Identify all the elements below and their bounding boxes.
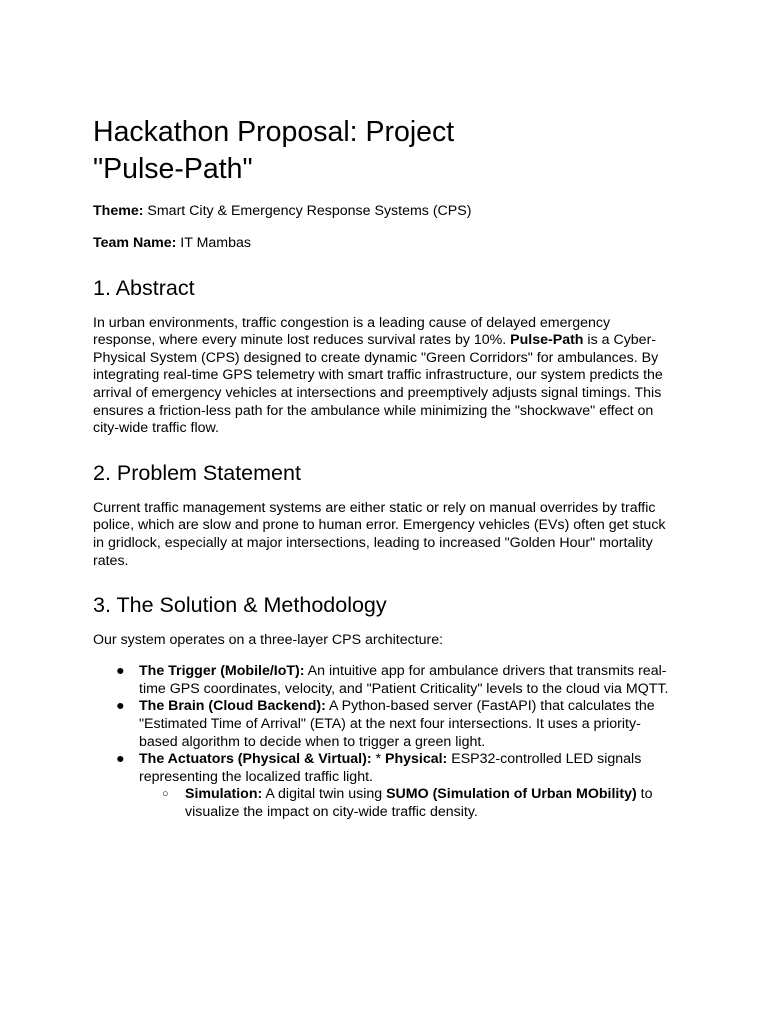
abstract-text-a: In urban environments, traffic congestion is a leading cause of delayed emergency response, where every minute lost reduces survival rates by 10%. [93,314,611,349]
theme-line [93,203,673,221]
title-line-1: Hackathon Proposal: Project [93,116,455,148]
item-text: ESP32-controlled LED signals representing the localized traffic light. [139,751,642,785]
sub-item-text-a: A digital twin using [262,786,387,803]
abstract-bold: Pulse-Path [510,332,584,349]
document-page [93,114,673,822]
bullet-icon: ● [116,663,125,680]
theme-value: Smart City & Emergency Response Systems (CPS) [143,203,472,219]
item-label: The Trigger (Mobile/IoT): [139,663,305,680]
list-item [93,751,673,821]
sub-list-item [139,786,673,821]
architecture-list [93,663,673,821]
item-text: An intuitive app for ambulance drivers that transmits real-time GPS coordinates, velocity, and "Patient Criticality" levels to the cloud via MQTT. [139,663,669,697]
sub-item-bold: SUMO (Simulation of Urban MObility) [386,786,637,803]
item-mid: * [371,751,385,768]
title-line-2: "Pulse-Path" [93,153,253,185]
team-name-value: IT Mambas [176,234,251,251]
theme-label: Theme: [93,203,144,219]
problem-paragraph: Current traffic management systems are either static or rely on manual overrides by traffic police, which are slow and prone to human error. Emergency vehicles (EVs) often get stuck in gridlock, especially at major intersections, leading to increased "Golden Hour" mortality rates. [93,499,666,569]
sub-item-label: Simulation: [185,786,263,803]
bullet-icon: ● [116,698,125,715]
team-name-line [93,235,673,253]
item-text: A Python-based server (FastAPI) that calculates the "Estimated Time of Arrival" (ETA) at the next four intersections. It uses a priority-based algorithm to decide when to trigger a green light. [139,698,655,750]
sub-item-text-b: to visualize the impact on city-wide traffic density. [185,786,653,820]
abstract-heading: 1. Abstract [93,275,195,300]
solution-intro: Our system operates on a three-layer CPS architecture: [93,632,444,649]
item-label: The Brain (Cloud Backend): [139,698,326,715]
list-item [93,698,673,751]
sub-list [139,786,673,821]
abstract-paragraph [93,315,673,438]
hollow-bullet-icon: ○ [162,788,169,801]
bullet-icon: ● [116,751,125,768]
item-label: The Actuators (Physical & Virtual): [139,751,372,768]
abstract-text-b: is a Cyber-Physical System (CPS) designed to create dynamic "Green Corridors" for ambulances. By integrating real-time GPS telemetry with smart traffic infrastructure, our system predicts the arrival of emergency vehicles at intersections and preemptively adjusts signal timings. This ensures a friction-less path for the ambulance while minimizing the "shockwave" effect on city-wide traffic flow. [93,332,663,437]
team-name-label: Team Name: [93,234,177,251]
document-title [93,114,673,188]
item-label-secondary: Physical: [384,751,448,768]
list-item [93,663,673,698]
problem-heading: 2. Problem Statement [93,460,301,485]
solution-heading: 3. The Solution & Methodology [93,593,387,618]
